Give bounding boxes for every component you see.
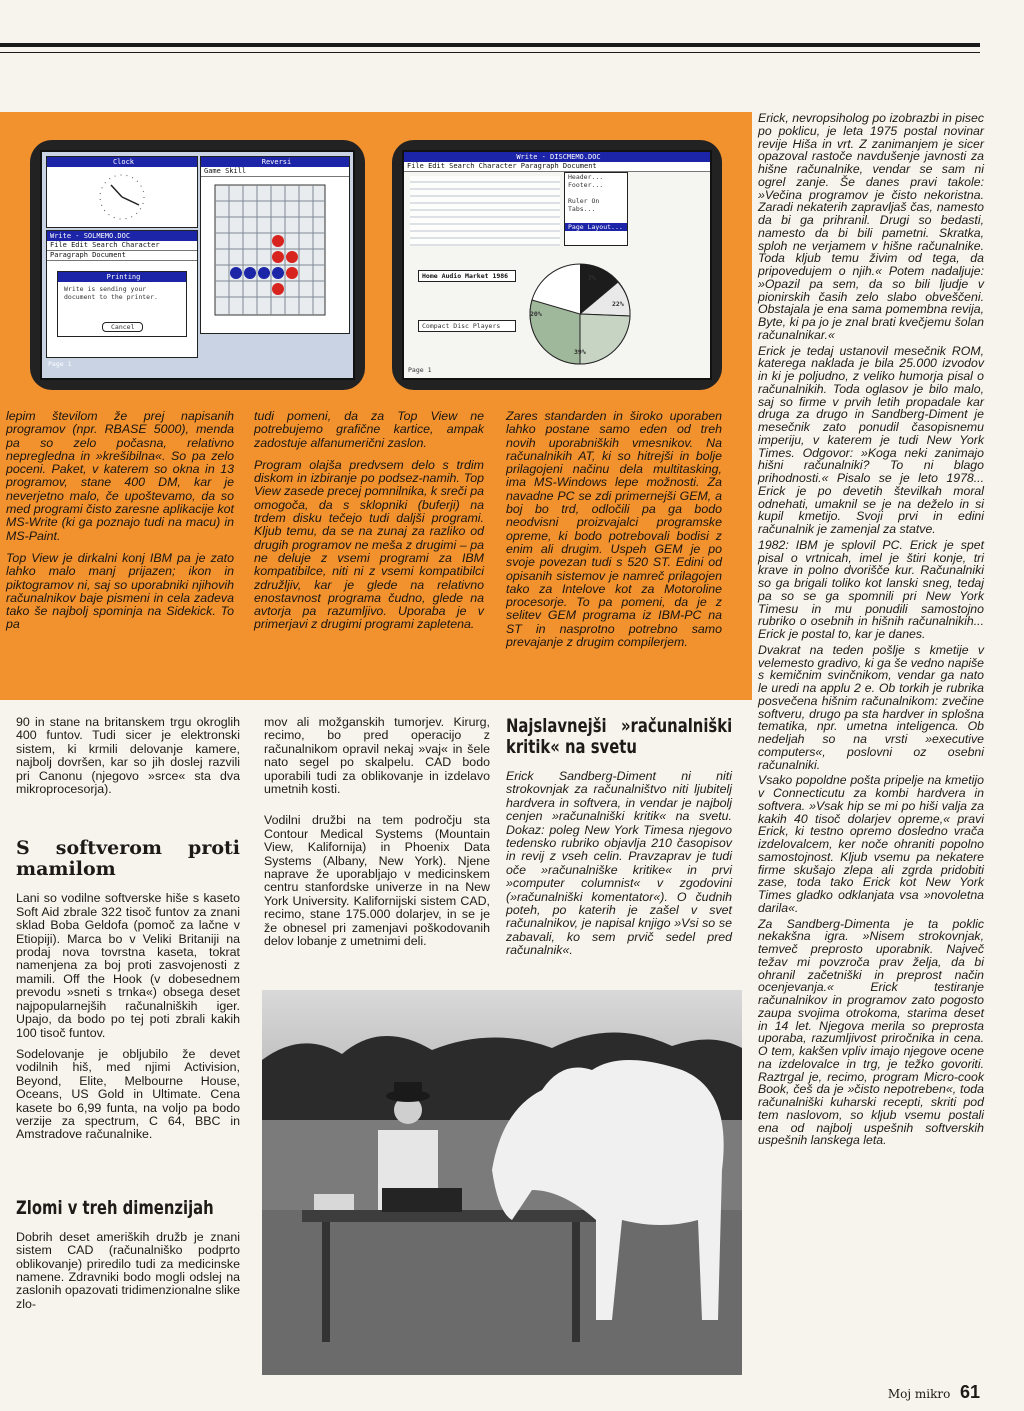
monitor-right — [392, 140, 722, 390]
label-home-audio-market: Home Audio Market 1986 — [418, 270, 516, 282]
col-d-p1: Erick, nevropsiholog po izobrazbi in pisec po poklicu, je leta 1975 postal novinar revije Hiša in vrt. Z zanimanjem je sicer opazoval rastoče navdušenje javnosti za hišne računalnike, vendar se sam ni ogrel zanje. Še danes pravi takole: »Večina programov je čisto nekoristna. Zaradi nekaterih zapravljaš čas, namesto da bi ga prihranil. Drugi so bedasti, namesto da bi bili pametni. Skratka, sploh ne verjamem v hišne računalnike. Toda kljub temu živim od tega, da pripovedujem o njih.« Potem nadaljuje: »Opazil pa sem, da so bili ljudje v pionirskih časih zelo slabo obveščeni. Obstajala je ena sama pomembna revija, Byte, ki pa jo je znal brati kvečjemu šolan računalnikar.« — [758, 111, 984, 342]
caption-col-1 — [6, 410, 234, 641]
col-a-p4: Dobrih deset ameriških družb je znani sistem CAD (računalniško podprto oblikovanje) priredilo tudi za medicinske namene. Zdravniki bodo mogli odslej na zaslonih opazovati tridimenzionalne slike zlo- — [16, 1229, 240, 1311]
col-a-p2: Lani so vodilne softverske hiše s kaseto Soft Aid zbrale 322 tisoč funtov za znani sklad Boba Geldofa (pomoč za lačne v Etiopiji). Marca bo v Veliki Britaniji na prodaj nova tovrstna kaseta, tokrat namenjena za boj proti zasvojenosti z mamili. Off the Hook (v dobesednem prevodu »sneti s trnka«) obsega deset najpopularnejših računalniških iger. Upajo, da bodo po tej poti zbrali kakih 100 tisoč funtov. — [16, 891, 240, 1040]
caption-2-p1: tudi pomeni, da za Top View ne potrebujemo grafične kartice, ampak zadostuje alfanumerični zaslon. — [254, 409, 484, 450]
col-d-p3: 1982: IBM je splovil PC. Erick je spet pisal o vrtnicah, imel je štiri konje, tri krave in polno dvorišče kur. Računalniki so ga brigali toliko kot lanski sneg, tedaj pa so se ga spomnili pri New York Timesu in mu ponudili samostojno rubriko o osebnih in hišnih računalnikih... Erick je postal to, kar je danes. — [758, 537, 984, 641]
printing-titlebar: Printing — [58, 272, 186, 282]
write-menu[interactable]: File Edit Search Character — [47, 241, 197, 251]
pct-12: 12% — [554, 272, 566, 280]
reversi-menu[interactable]: Game Skill — [201, 167, 349, 177]
heading-zlomi: Zlomi v treh dimenzijah — [16, 1196, 214, 1219]
page-number: 61 — [959, 1382, 980, 1402]
top-rule-thin — [0, 52, 980, 53]
pct-7: 7% — [588, 274, 596, 282]
doc-menu-tabs[interactable]: Tabs... — [568, 205, 596, 213]
caption-2-p2: Program olajša predvsem delo s trdim diskom in izbiranje po podsez-namih. Top View zasede precej pomnilnika, k sreči pa omogoča, da s sklopniki (buferji) na trdem disku tečejo tudi daljši programi. Kljub temu, da se na zunaj za razliko od drugih programov ne meša z drugimi – pa ne deluje z vsemi programi za IBM kompatibilce, niti ni z vsemi kompatibilci združljiv, kar je glede na relativno enostavnost programa čudno, glede na avtorja pa razumljivo. Uporaba je v primerjavi z drugimi programi zapletena. — [254, 457, 484, 632]
col-a-p3: Sodelovanje je obljubilo že devet vodilnih hiš, med njimi Activision, Beyond, Elite, Melbourne House, Oceans, US Gold in Ultimate. Cena kasete bo 6,99 funta, na voljo pa bodo verzije za spectrum, C 64, BBC in Amstradove računalnike. — [16, 1046, 240, 1142]
caption-col-2 — [254, 410, 484, 641]
pct-20: 20% — [530, 310, 542, 318]
top-rule-thick — [0, 43, 980, 47]
left-page-label: Page 1 — [48, 360, 72, 368]
pct-22: 22% — [612, 300, 624, 308]
right-menu[interactable]: File Edit Search Character Paragraph Document — [404, 162, 710, 172]
doc-menu-footer[interactable]: Footer... — [568, 181, 604, 189]
body-col-c — [506, 716, 732, 966]
clock-face-icon — [47, 167, 197, 225]
doc-text-lines — [410, 176, 560, 246]
caption-col-3 — [506, 410, 722, 658]
pct-39: 39% — [574, 348, 586, 356]
magazine-name: Moj mikro — [887, 1387, 951, 1401]
document-menu — [564, 172, 628, 246]
right-titlebar: Write - DISCMEMO.DOC — [404, 152, 710, 162]
col-d-p4: Dvakrat na teden pošlje s kmetije v velemesto gradivo, ki ga še vedno napiše s kemičnim svinčnikom, vendar ga nato le uredi na applu 2 e. Ob torkih je rubrika posvečena hišnim računalnikom: zvečine softveru, drugo pa sta hardver in splošna tematika, npr. umetna inteligenca. Ob nedeljah so na vrsti »executive computers«, poslovni oz osebni računalniki. — [758, 642, 984, 772]
page-footer — [888, 1382, 980, 1403]
screen-right — [402, 150, 712, 380]
col-d-p6: Za Sandberg-Dimenta je ta poklic nekakšna igra. »Nisem strokovnjak, temveč preprosto uporabnik. Največ težav mi povzroča prav želja, da bi ohranil začetniški in preprost način ocenjevanja.« Erick testiranje računalnikov in programov zato pogosto zaupa svojima otrokoma, starima deset in 14 let. Njegova merila so preprosta uporaba, razumljivost priročnika in cena. O tem, kakšen vpliv imajo njegove ocene na izdelovalce in trg, je težko govoriti. Raztrgal je, recimo, program Micro-cook Book, češ da je »čisto nepotreben«, toda računalniški kuharski recepti, skriti pod tem naslovom, so kljub vsemu postali ena od najbolj uspešnih softverskih uspešnih lanskega leta. — [758, 916, 984, 1148]
body-col-d — [758, 112, 984, 1150]
write-window — [46, 230, 198, 358]
clock-window — [46, 156, 198, 228]
write-titlebar: Write - SOLMEMO.DOC — [47, 231, 197, 241]
heading-softver: S softverom proti mamilom — [16, 837, 240, 881]
body-col-b — [264, 716, 490, 957]
col-d-p5: Vsako popoldne pošta pripelje na kmetijo v Connecticutu za kombi hardvera in softvera. »Vsak hip se mi po hiši valja za kakih 40 tisoč dolarjev opreme,« pravi Erick, ki testno opremo dosledno vrača izdelovalcem, ker noče ohraniti popolno samostojnost. Kljub vsemu pa nekatere firme skušajo zlepa ali zgrda pridobiti zase, toda tako Erick kot New York Times gladko odklanjata vsa »novoletna darila«. — [758, 773, 984, 915]
heading-najslavnejsi: Najslavnejši »računalniški kritik« na svetu — [506, 715, 733, 758]
doc-menu-ruler[interactable]: Ruler On — [568, 197, 600, 205]
photo-scene — [262, 990, 742, 1375]
label-compact-disc: Compact Disc Players — [418, 320, 516, 332]
photo-man-with-horse — [262, 990, 742, 1375]
col-b-p1: mov ali možganskih tumorjev. Kirurg, recimo, bo pred operacijo z računalnikom opravil nekaj »vaj« in šele nato segel po skalpelu. CAD bodo uporabili tudi za oblikovanje in izdelavo umetnih kosti. — [264, 715, 490, 797]
printing-dialog — [57, 271, 187, 337]
body-col-a — [16, 716, 240, 1319]
caption-1-p1: lepim številom že prej napisanih programov (npr. RBASE 5000), menda pa so zelo počasna, relativno nepregledna in »krešibilna«. So pa zelo poceni. Paket, v katerem so okna in 13 programov, stane 400 DM, kar je neverjetno malo, če upoštevamo, da so med programi čisto zaresne aplikacije kot MS-Write (ki ga poznajo tudi na macu) in MS-Paint. — [6, 409, 234, 543]
col-b-p2: Vodilni družbi na tem področju sta Contour Medical Systems (Mountain View, Kalifornija) in Phoenix Data Systems (Albany, New York). Njene naprave že uporabljajo v medicinskem centru stanfordske univerze in na New York University. Kalifornijski sistem CAD, recimo, stane 175.000 dolarjev, in se je že obnesel pri zamenjavi poškodovanih delov lobanje z umetnimi deli. — [264, 813, 490, 949]
reversi-titlebar: Reversi — [201, 157, 349, 167]
reversi-board[interactable] — [201, 177, 349, 327]
printing-message: Write is sending your document to the printer. — [64, 285, 158, 301]
doc-menu-header[interactable]: Header... — [568, 173, 604, 181]
col-c-p1: Erick Sandberg-Diment ni niti strokovnjak za računalništvo niti ljubitelj hardvera in softvera, in vendar je najbolj cenjen »računalniški kritik« na svetu. Dokaz: poleg New York Timesa njegovo tedensko rubriko objavlja 210 časopisov in revij z vseh celin. Pravzaprav je tudi oče »računalniške kritike« in prvi »computer columnist« v zgodovini (»računalniški komentator«). O čudnih poteh, po katerih je zašel v svet računalnikov, je napisal knjigo »Vsi so se zabavali, ko sem prvič sedel pred računalnik«. — [506, 769, 732, 958]
doc-menu-page-layout[interactable]: Page Layout... — [565, 223, 627, 231]
clock-titlebar: Clock — [47, 157, 197, 167]
monitor-left — [30, 140, 365, 390]
col-a-p1: 90 in stane na britanskem trgu okroglih 400 funtov. Tudi sicer je elektronski sistem, ki krmili delovanje kamere, najbolj dovršen, kar so jih doslej razvili pri Canonu (njegovo »srce« sta dva mikroprocesorja). — [16, 715, 240, 797]
write-menu-2[interactable]: Paragraph Document — [47, 251, 197, 261]
cancel-button[interactable]: Cancel — [102, 322, 143, 332]
right-page-label: Page 1 — [408, 366, 432, 374]
reversi-window — [200, 156, 350, 334]
caption-1-p2: Top View je dirkalni konj IBM pa je zato lahko malo manj prijazen; ikon in piktogramov ni, saj so uporabniki njihovih računalnikov baje pismeni in cela zadeva tako še najbolj spominja na Sidekick. To pa — [6, 550, 234, 632]
col-d-p2: Erick je tedaj ustanovil mesečnik ROM, katerega naklada je bila 25.000 izvodov in ki je poljudno, z veliko humorja pisal o računalnikih. Toda oglasov je bilo malo, saj so firme v prvih letih propadale kar druga za drugo in Sandberg-Diment je mesečnik zato ponudil časopisnemu imperiju, v katerem je tudi New York Times. Odgovor: »Koga neki zanimajo hišni računalniki? To ni blago prihodnosti.« Pisalo se je leto 1978... Erick je po devetih številkah moral odnehati, umaknil se je na deželo in si kupil kmetijo. Svoji prvi in edini računalnik je zamenjal za statve. — [758, 343, 984, 536]
screen-left — [40, 150, 355, 380]
caption-3-p1: Zares standarden in široko uporaben lahko postane samo eden od treh novih uporabniških vmesnikov. Na računalnikih AT, ki so hitrejši in bolje prilagojeni načinu dela multitasking, ima MS-Windows lepe možnosti. Za navadne PC se zdi primernejši GEM, a boj bo trd, odločili pa ga bodo neodvisni proizvajalci programske opreme, ki bodo potrebovali bodisi z enim ali drugim. Uspeh GEM je po svoje povezan tudi s 520 ST. Edini od opisanih sistemov je namreč prilagojen tako za Intelove kot za Motoroline procesorje. To pa pomeni, da je z selitev GEM programa iz IBM-PC na ST in nasprotno potrebno samo prevajanje z drugim compilerjem. — [506, 409, 722, 650]
